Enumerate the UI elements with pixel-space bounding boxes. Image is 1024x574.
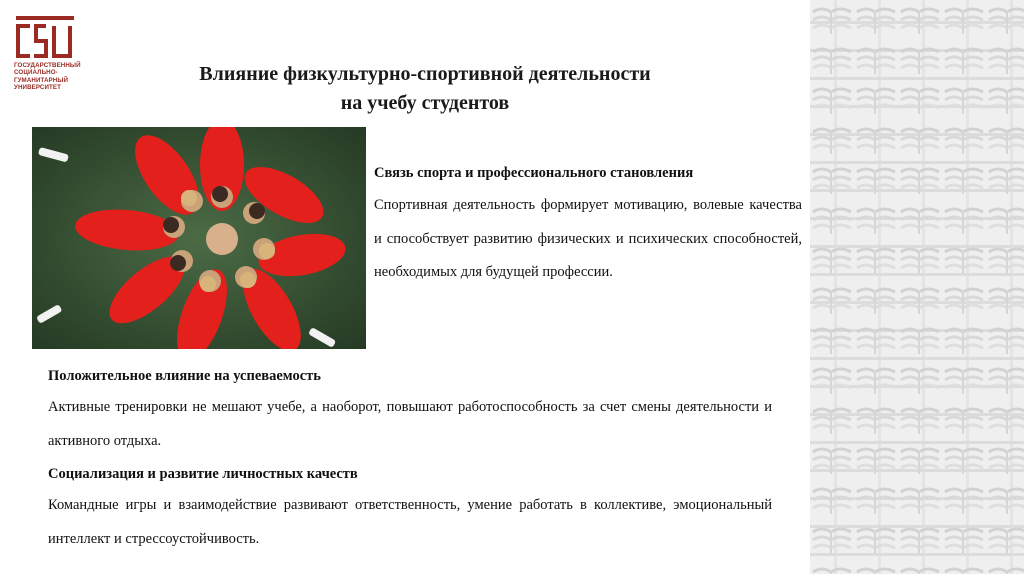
decorative-pattern-panel (810, 0, 1024, 574)
team-huddle-illustration (32, 127, 366, 349)
socialization-heading: Социализация и развитие личностных качеств (48, 466, 358, 482)
socialization-body: Командные игры и взаимодействие развивают ответственность, умение работать в коллективе, эмоциональный интеллект и стрессоустойчивость. (48, 497, 772, 547)
sgu-logo-icon (14, 14, 76, 58)
page-title: Влияние физкультурно-спортивной деятельности на учебу студентов (199, 63, 651, 114)
career-body: Спортивная деятельность формирует мотивацию, волевые качества и способствует развитию физических и психических способностей, необходимых для будущей профессии. (374, 197, 802, 280)
career-section (374, 157, 802, 290)
performance-body: Активные тренировки не мешают учебе, а наоборот, повышают работоспособность за счет смены деятельности и активного отдыха. (48, 399, 772, 449)
performance-heading: Положительное влияние на успеваемость (48, 368, 321, 384)
university-logo (14, 14, 104, 92)
bottom-sections (48, 362, 772, 556)
logo-text: ГОСУДАРСТВЕННЫЙ СОЦИАЛЬНО- ГУМАНИТАРНЫЙ УНИВЕРСИТЕТ (14, 62, 81, 92)
team-huddle-photo (32, 127, 366, 349)
book-pattern-icon (810, 0, 1024, 574)
career-heading: Связь спорта и профессионального становления (374, 165, 694, 181)
